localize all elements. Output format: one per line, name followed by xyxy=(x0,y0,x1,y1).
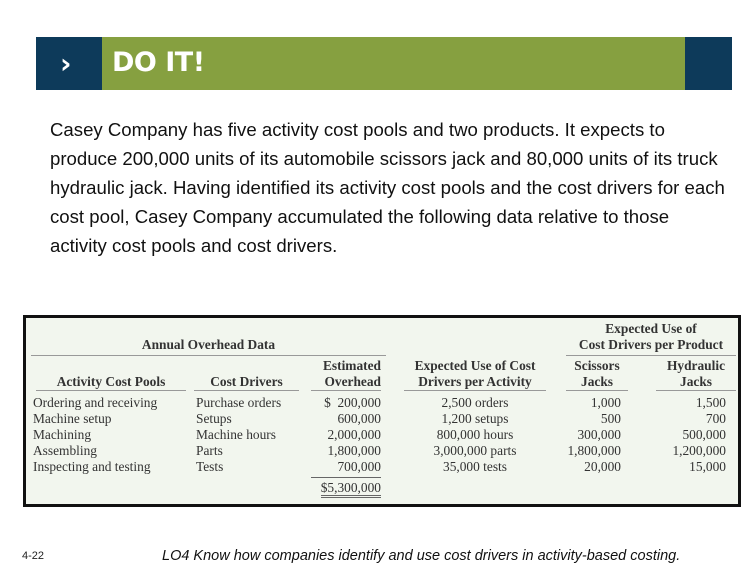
group-header-expected-1: Expected Use of xyxy=(605,321,697,336)
cell-activity: 2,500 orders xyxy=(441,395,509,410)
group-header-expected-2: Cost Drivers per Product xyxy=(566,337,736,356)
cell-driver: Parts xyxy=(196,443,223,458)
cell-scissors: 500 xyxy=(600,411,621,426)
cell-hydraulic: 1,500 xyxy=(695,395,726,410)
cell-activity: 3,000,000 parts xyxy=(433,443,517,458)
cell-pool: Ordering and receiving xyxy=(33,395,158,410)
cell-hydraulic: 1,200,000 xyxy=(672,443,726,458)
col-header-activity: Expected Use of Cost Drivers per Activity xyxy=(404,358,546,391)
cell-hydraulic: 15,000 xyxy=(689,459,726,474)
group-header-annual: Annual Overhead Data xyxy=(31,337,386,356)
overhead-data-table xyxy=(23,315,741,507)
cell-hydraulic: 700 xyxy=(705,411,726,426)
cell-driver: Machine hours xyxy=(196,427,276,442)
cell-scissors: 1,000 xyxy=(590,395,621,410)
cell-driver: Purchase orders xyxy=(196,395,282,410)
cell-hydraulic: 500,000 xyxy=(682,427,726,442)
cell-overhead: $ 200,000 xyxy=(324,395,381,410)
cell-activity: 35,000 tests xyxy=(443,459,507,474)
cell-activity: 800,000 hours xyxy=(436,427,514,442)
cell-overhead: 2,000,000 xyxy=(327,427,381,442)
total-overhead: $5,300,000 xyxy=(311,477,381,496)
cell-pool: Machine setup xyxy=(33,411,112,426)
cell-pool: Machining xyxy=(33,427,92,442)
page-number: 4-22 xyxy=(22,550,45,562)
chevron-right-icon: › xyxy=(60,47,72,80)
cell-overhead: 600,000 xyxy=(337,411,381,426)
banner-right-block xyxy=(685,37,732,90)
banner-title: DO IT! xyxy=(112,47,205,78)
intro-paragraph: Casey Company has five activity cost pools and two products. It expects to produce 200,000 units of its automobile scissors jack and 80,000 units of its truck hydraulic jack. Having identified its activity cost pools and the cost drivers for each cost pool, Casey Company accumulated the following data relative to those activity cost pools and cost drivers. xyxy=(50,119,725,256)
cell-scissors: 1,800,000 xyxy=(567,443,621,458)
col-header-scissors: Scissors Jacks xyxy=(566,358,628,391)
cell-overhead: 700,000 xyxy=(337,459,381,474)
cell-scissors: 300,000 xyxy=(577,427,621,442)
col-header-driver: Cost Drivers xyxy=(194,374,299,391)
cell-activity: 1,200 setups xyxy=(441,411,509,426)
col-header-overhead: Estimated Overhead xyxy=(311,358,381,391)
col-header-hydraulic: Hydraulic Jacks xyxy=(656,358,736,391)
do-it-banner xyxy=(36,37,732,90)
col-header-pool: Activity Cost Pools xyxy=(36,374,186,391)
cell-overhead: 1,800,000 xyxy=(327,443,381,458)
cell-driver: Setups xyxy=(196,411,232,426)
cell-scissors: 20,000 xyxy=(584,459,621,474)
learning-objective: LO4 Know how companies identify and use cost drivers in activity-based costing. xyxy=(162,548,681,564)
cell-pool: Assembling xyxy=(33,443,97,458)
cell-driver: Tests xyxy=(196,459,224,474)
banner-left-block xyxy=(36,37,102,90)
cell-pool: Inspecting and testing xyxy=(33,459,151,474)
